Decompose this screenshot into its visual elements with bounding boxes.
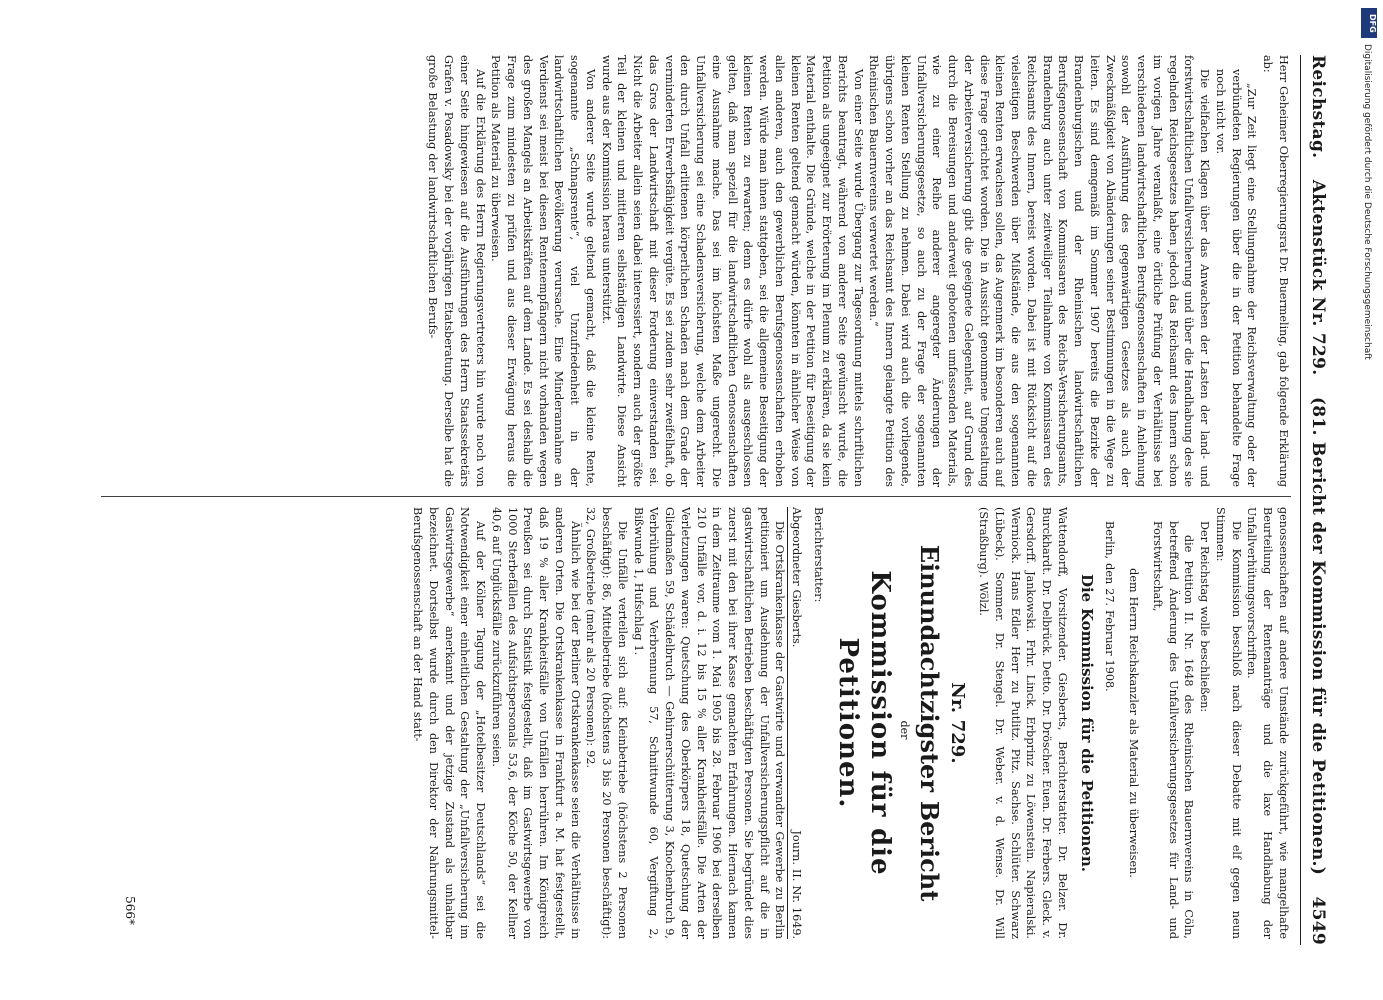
left-column bbox=[101, 55, 1291, 487]
reporter-name: Abgeordneter Giesberts. bbox=[790, 507, 804, 648]
page-number: 4549 bbox=[1308, 896, 1328, 945]
right-column bbox=[101, 507, 1291, 939]
reporter-line bbox=[788, 507, 805, 939]
reporter-label: Berichterstatter: bbox=[812, 507, 825, 603]
title-connector: der bbox=[897, 720, 911, 740]
report-title: Einundachtzigster Bericht bbox=[914, 544, 944, 902]
commission-members: Wattendorff, Vorsitzender. Giesberts, Berichterstatter. Dr. Belzer. Dr. Burckhardt. Dr. Delbrück. Detto. Dr. Dröscher. Euen. Dr. Ferbers. Gleck. v. Gersdorff. Jankowski. Frhr. Linck. Erbprinz zu Löwenstein. Napieralski. Werniock. Hans Edler Herr zu Putlitz. Pitz. Sachse. Schlüter. Schwarz (Lübeck). Sommer. Dr. Stengel. Dr. Weber. v. d. Wense. Dr. Will (Straßburg). Wölzl. bbox=[977, 507, 1069, 939]
paragraph: Auf der Kölner Tagung der „Hotelbesitzer Deutschlands“ sei die Notwendigkeit einer einheitlichen Gestaltung der „Unfallversicherung im Gastwirtsgewerbe“ anerkannt und der jetzige Zustand als unhaltbar bezeichnet. Dortselbst wurde durch den Direktor der Nahrungsmittel-Berufsgenossenschaft an der Hand statt- bbox=[411, 507, 488, 939]
digitization-credit: Digitalisierung gefördert durch die Deutsche Forschungsgemeinschaft bbox=[1362, 44, 1372, 360]
footer-signature-mark: 566* bbox=[123, 896, 137, 925]
paragraph: Die Ortskrankenkasse der Gastwirte und verwandter Gewerbe zu Berlin petitioniert um Ausdehnung der Unfallversicherungspflicht auf die in gastwirtschaftlichen Betrieben beschäftigten Personen. Sie begründet dies zuerst mit den bei ihrer Kasse gemachten Erfahrungen. Hiernach kamen in dem Zeitraume vom 1. Mai 1905 bis 28. Februar 1906 bei derselben 210 Unfälle vor, d. i. 12 bis 15 % aller Krankheitsfälle. Die Arten der Verletzungen waren: Quetschung des Oberkörpers 18, Quetschung der Gliedmaßen 59, Schädelbruch — Gehirnerschütterung 3, Knochenbruch 9, Verbrühung und Verbrennung 57, Schnittwunde 60, Vergiftung 2, Bißwunde 1, Hufschlag 1. bbox=[631, 507, 787, 939]
digitization-note bbox=[1360, 8, 1378, 988]
paragraph: „Zur Zeit liegt eine Stellungnahme der Reichsverwaltung oder der verbündeten Regierungen über die in der Petition behandelte Frage noch nicht vor. bbox=[1214, 69, 1259, 487]
paragraph: Die Unfälle verteilen sich auf: Kleinbetriebe (höchstens 2 Personen beschäftigt): 86, Mittelbetriebe (höchstens 3 bis 20 Personen beschäftigt): 32, Großbetriebe (mehr als 20 Personen): 92. bbox=[584, 507, 629, 939]
paragraph: Auf die Erklärung des Herrn Regierungsvertreters hin wurde noch von einer Seite hingewiesen auf die Ausführungen des Herrn Staatssekretärs Grafen v. Posadowsky bei der vorjährigen Etatsberatung. Derselbe hat die große Belastung der landwirtschaftlichen Berufs- bbox=[426, 55, 487, 487]
header-left: Reichstag. bbox=[1308, 55, 1328, 159]
dfg-logo: DFG bbox=[1361, 8, 1377, 38]
paragraph: Von anderer Seite wurde geltend gemacht, daß die kleine Rente, sogenannte „Schnapsrente“, viel Unzufriedenheit in der landwirtschaftlichen Bevölkerung verursache. Eine Minderannahme an Verdienst sei meist bei diesen Rentenempfängern nicht vorhanden wegen des großen Mangels an Arbeitskräften auf dem Lande. Es sei deshalb die Frage zum mindesten zu prüfen und aus dieser Erwägung heraus die Petition als Material zu überweisen. bbox=[489, 55, 597, 487]
paragraph: genossenschaften auf andere Umstände zurückgeführt, wie mangelhafte Beurteilung der Rentenanträge und die laxe Handhabung der Unfallverhütungsvorschriften. bbox=[1245, 507, 1290, 939]
page-header bbox=[1300, 55, 1335, 945]
scanned-page bbox=[95, 55, 1335, 945]
journal-reference: Journ. II. Nr. 1649. bbox=[790, 830, 804, 939]
header-report-title: (81. Bericht der Kommission für die Petitionen.) bbox=[1308, 396, 1328, 876]
paragraph: Die vielfachen Klagen über das Anwachsen der Lasten der land- und forstwirtschaftlichen Unfallversicherung und über die Handhabung des sie regelnden Reichsgesetzes haben jedoch das Reichsamt des Innern schon im vorigen Jahre veranlaßt, eine örtliche Prüfung der Verhältnisse bei verschiedenen landwirtschaftlichen Berufsgenossenschaften in Anlehnung sowohl der Ausführung des gegenwärtigen Gesetzes als auch der Zweckmäßigkeit von Abänderungen seiner Bestimmungen in die Wege zu leiten. Es sind demgemäß im Sommer 1907 bereits die Bezirke der Brandenburgischen und der Rheinischen landwirtschaftlichen Berufsgenossenschaft von Kommissaren des Reichs-Versicherungsamts, Brandenburg auch unter zeitweiliger Teilnahme von Kommissaren des Reichsamts des Innern, bereist worden. Dabei ist mit Rücksicht auf die vielseitigen Beschwerden über Mißstände, die aus den sogenannten kleinen Renten erwachsen sollen, das Augenmerk im besonderen auch auf diese Frage gerichtet worden. Die in Aussicht genommene Umgestaltung der Arbeiterversicherung gibt die geeignete Gelegenheit, auf Grund des durch die Bereisungen und anderweit gebotenen umfassenden Materials, wie zu einer Reihe anderer angeregter Änderungen der Unfallversicherungsgesetze, so auch zu der Frage der sogenannten kleinen Renten Stellung zu nehmen. Dabei wird auch die vorliegende, übrigens schon vorher an das Reichsamt des Innern gelangte Petition des Rheinischen Bauernvereins verwertet werden.“ bbox=[867, 55, 1212, 487]
paragraph: Herr Geheimer Oberregierungsrat Dr. Buermeling, gab folgende Erklärung ab: bbox=[1261, 55, 1290, 487]
paragraph: Von einer Seite wurde Übergang zur Tagesordnung mittels schriftlichen Berichts beantragt, während von anderer Seite gewünscht wurde, die Petition als ungeeignet zur Erörterung im Plenum zu erklären, da sie kein Material enthalte. Die Gründe, welche in der Petition für Beseitigung der kleinen Renten geltend gemacht würden, könnten in ähnlicher Weise von allen anderen, auch den gewerblichen Berufsgenossenschaften erhoben werden. Würde man ihnen stattgeben, sei die allgemeine Beseitigung der kleinen Renten zu erwarten; denn es dürfe wohl als ausgeschlossen gelten, daß man speziell für die landwirtschaftlichen Genossenschaften eine Ausnahme mache. Das sei im höchsten Maße ungerecht. Die Unfallversicherung sei eine Schadensversicherung, welche dem Arbeiter den durch Unfall erlittenen körperlichen Schaden nach dem Grade der verminderten Erwerbsfähigkeit vergüte. Es sei zudem sehr zweifelhaft, ob das Gros der Landwirtschaft mit dieser Forderung einverstanden sei. Nicht die Arbeiter allein seien dabei interessiert, sondern auch der größte Teil der kleinen und mittleren selbständigen Landwirte. Diese Ansicht wurde aus der Kommission heraus unterstützt. bbox=[599, 55, 865, 487]
report-subtitle: Kommission für die Petitionen. bbox=[833, 570, 895, 876]
document-number-heading: Nr. 729. bbox=[947, 682, 969, 764]
date-line: Berlin, den 27. Februar 1908. bbox=[1103, 521, 1117, 692]
commission-heading: Die Kommission für die Petitionen. bbox=[1077, 573, 1096, 873]
paragraph: Ähnlich wie bei der Berliner Ortskrankenkasse seien die Verhältnisse in anderen Orten. Die Ortskrankenkasse in Frankfurt a. M. hat festgestellt, daß 19 % aller Krankheitsfälle von Unfällen herrühren. Im Königreich Preußen sei durch Statistik festgestellt, daß im Gastwirtsgewerbe von 1000 Sterbefällen des Aufsichtspersonals 53,6, der Köche 50, der Kellner 40,6 auf Unglücksfälle zurückzuführen seien. bbox=[490, 507, 582, 939]
paragraph: Der Reichstag wolle beschließen: bbox=[1198, 521, 1212, 713]
resolution-text: die Petition II. Nr. 1648 des Rheinischen Bauernvereins in Cöln, betreffend Änderung des Unfallversicherungsgesetzes für Land- und Forstwirtschaft, bbox=[1151, 521, 1196, 939]
header-document-number: Aktenstück Nr. 729. bbox=[1308, 179, 1328, 376]
resolution-end: dem Herrn Reichskanzler als Material zu überweisen. bbox=[1127, 568, 1141, 878]
paragraph: Die Kommission beschloß nach dieser Debatte mit elf gegen neun Stimmen: bbox=[1214, 507, 1243, 939]
column-divider bbox=[101, 496, 1291, 497]
